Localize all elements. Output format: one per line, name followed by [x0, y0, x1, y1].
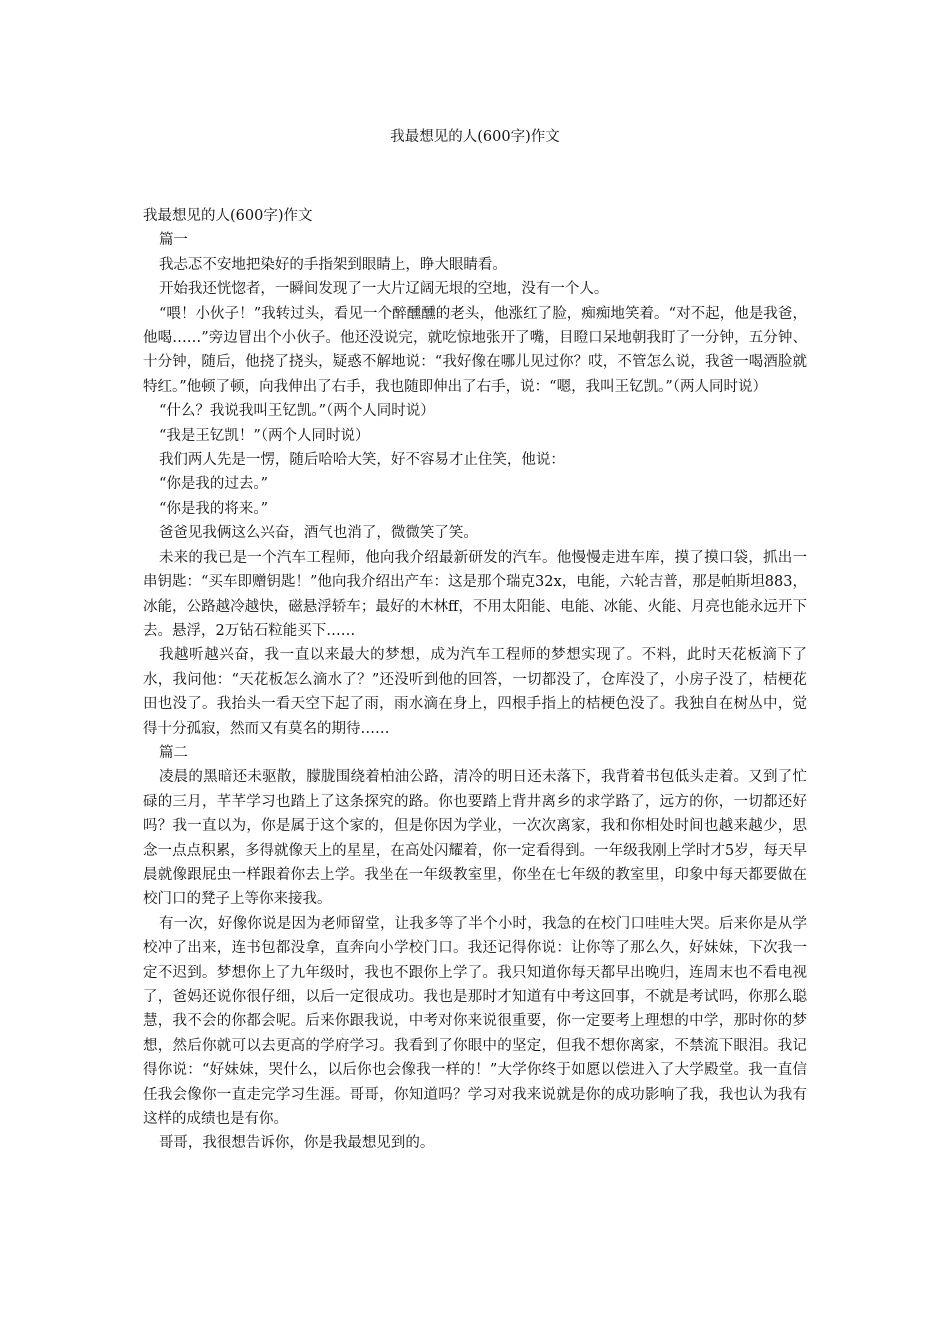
- paragraph: “你是我的过去。”: [158, 476, 269, 493]
- paragraph: “你是我的将来。”: [158, 500, 269, 517]
- paragraph: 我们两人先是一愣，随后哈哈大笑，好不容易才止住笑，他说：: [158, 452, 565, 469]
- paragraph: 未来的我已是一个汽车工程师，他向我介绍最新研发的汽车。他慢慢走进车库，摸了摸口袋，抓出一串钥匙：“买车即赠钥匙！”他向我介绍出产车：这是那个瑞克32x，电能，六轮吉普，那是帕斯坦883，冰能，公路越冷越快，磁悬浮轿车；最好的木林ff，不用太阳能、电能、冰能、火能、月亮也能永远开下去。悬浮，2万钻石粒能买下……: [143, 549, 807, 639]
- paragraph: 有一次，好像你说是因为老师留堂，让我多等了半个小时，我急的在校门口哇哇大哭。后来你是从学校冲了出来，连书包都没拿，直奔向小学校门口。我还记得你说：让你等了那么久，好妹妹，下次我一定不迟到。梦想你上了九年级时，我也不跟你上学了。我只知道你每天都早出晚归，连周末也不看电视了，爸妈还说你很仔细，以后一定很成功。我也是那时才知道有中考这回事，不就是考试吗，你那么聪慧，我不会的你都会呢。后来你跟我说，中考对你来说很重要，你一定要考上理想的中学，那时你的梦想，然后你就可以去更高的学府学习。我看到了你眼中的坚定，但我不想你离家，不禁流下眼泪。我记得你说：“好妹妹，哭什么，以后你也会像我一样的！”大学你终于如愿以偿进入了大学殿堂。我一直信任我会像你一直走完学习生涯。哥哥，你知道吗？学习对我来说就是你的成功影响了我，我也认为我有这样的成绩也是有你。: [143, 915, 807, 1128]
- document-body: [143, 204, 807, 1156]
- section-heading-1: 篇一: [158, 232, 188, 249]
- section-heading-2: 篇二: [158, 744, 188, 761]
- paragraph: 凌晨的黑暗还未驱散，朦胧围绕着柏油公路，清冷的明日还未落下，我背着书包低头走着。又到了忙碌的三月，芊芊学习也踏上了这条探究的路。你也要踏上背井离乡的求学路了，远方的你，一切都还好吗？我一直以为，你是属于这个家的，但是你因为学业，一次次离家，我和你相处时间也越来越少，思念一点点积累，多得就像天上的星星，在高处闪耀着，你一定看得到。一年级我刚上学时才5岁，每天早晨就像跟屁虫一样跟着你去上学。我坐在一年级教室里，你坐在七年级的教室里，印象中每天都要做在校门口的凳子上等你来接我。: [143, 769, 807, 908]
- paragraph: “喂！小伙子！”我转过头，看见一个醉醺醺的老头，他涨红了脸，痴痴地笑着。“对不起，他是我爸，他喝……”旁边冒出个小伙子。他还没说完，就吃惊地张开了嘴，目瞪口呆地朝我盯了一分钟，五分钟、十分钟，随后，他挠了挠头，疑惑不解地说：“我好像在哪儿见过你？哎，不管怎么说，我爸一喝酒脸就特红。”他顿了顿，向我伸出了右手，我也随即伸出了右手，说：“嗯，我叫王钇凯。”（两人同时说）: [143, 305, 807, 395]
- paragraph: “我是王钇凯！”（两个人同时说）: [158, 427, 370, 444]
- document-title: 我最想见的人(600字)作文: [390, 129, 560, 145]
- document-subtitle: 我最想见的人(600字)作文: [143, 208, 313, 224]
- paragraph: 我忐忑不安地把染好的手指架到眼睛上，睁大眼睛看。: [158, 256, 507, 273]
- paragraph: 我越听越兴奋，我一直以来最大的梦想，成为汽车工程师的梦想实现了。不料，此时天花板滴下了水，我问他：“天花板怎么滴水了？”还没听到他的回答，一切都没了，仓库没了，小房子没了，桔梗花田也没了。我抬头一看天空下起了雨，雨水滴在身上，四根手指上的桔梗色没了。我独自在树丛中，觉得十分孤寂，然而又有莫名的期待……: [143, 647, 807, 737]
- paragraph: 哥哥，我很想告诉你，你是我最想见到的。: [158, 1135, 435, 1152]
- paragraph: “什么？我说我叫王钇凯。”（两个人同时说）: [158, 403, 435, 420]
- paragraph: 爸爸见我俩这么兴奋，酒气也消了，微微笑了笑。: [158, 525, 478, 542]
- paragraph: 开始我还恍惚者，一瞬间发现了一大片辽阔无垠的空地，没有一个人。: [158, 281, 609, 298]
